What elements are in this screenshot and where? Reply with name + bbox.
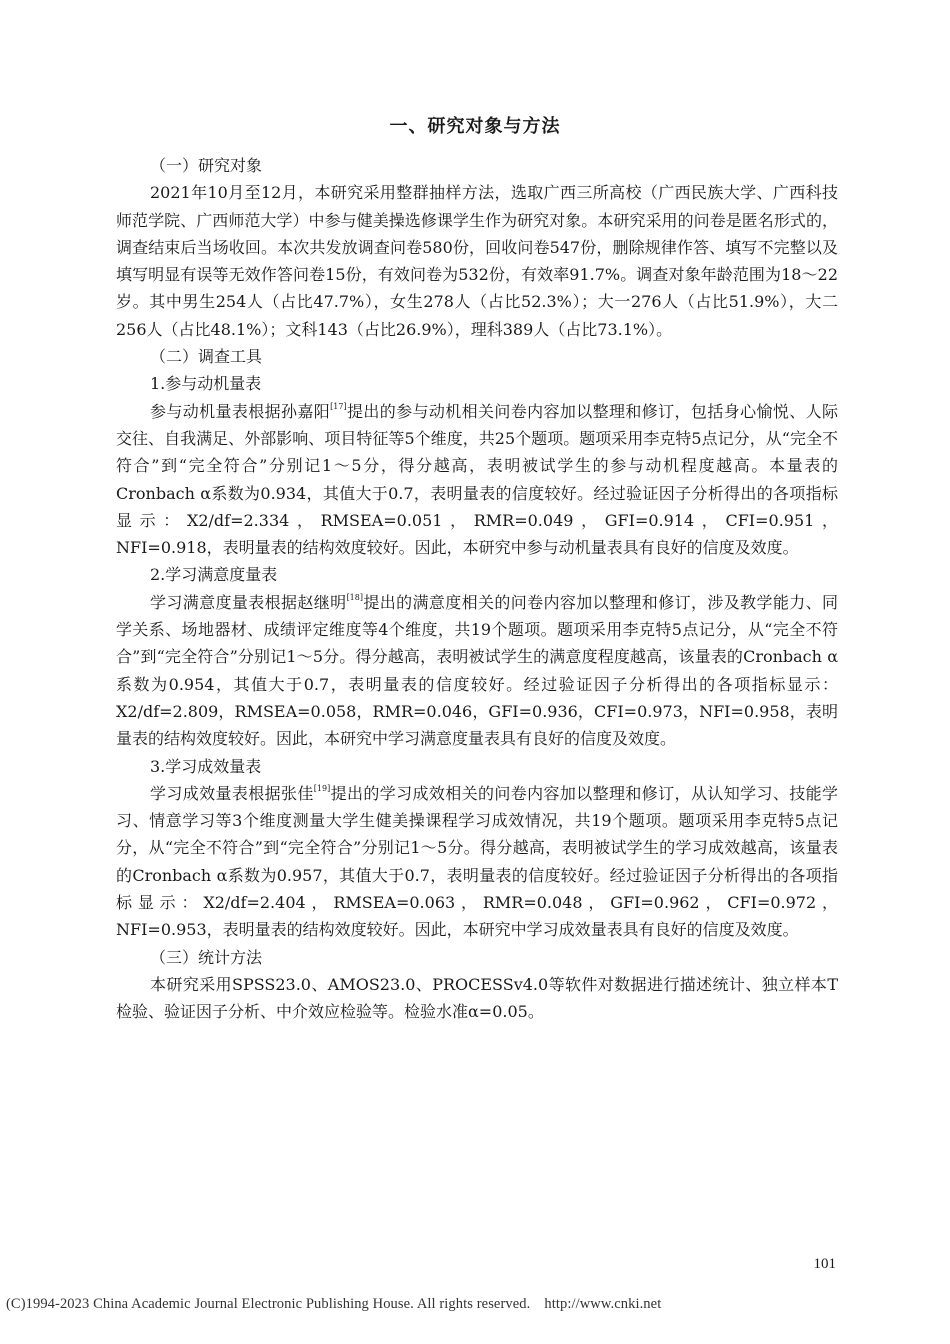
page-number: 101 xyxy=(813,1256,836,1272)
heading-effectiveness-scale: 3.学习成效量表 xyxy=(150,756,262,776)
paragraph-effectiveness-scale xyxy=(116,780,838,944)
text-segment: 提出的参与动机相关问卷内容加以整理和修订，包括身心愉悦、人际交往、自我满足、外部影响、项目特征等5个维度，共25个题项。题项采用李克特5点记分，从“完全不符合”到“完全符合”分别记1～5分，得分越高，表明被试学生的参与动机程度越高。本量表的Cronbach α系数为0.934，其值大于0.7，表明量表的信度较好。经过验证因子分析得出的各项指标显示：X2/df=2.334，RMSEA=0.051，RMR=0.049，GFI=0.914，CFI=0.951，NFI=0.918，表明量表的结构效度较好。因此，本研究中参与动机量表具有良好的信度及效度。 xyxy=(116,401,838,558)
paragraph-satisfaction-scale xyxy=(116,589,838,753)
body-text xyxy=(116,152,838,1026)
text-segment: 学习成效量表根据张佳 xyxy=(150,783,314,803)
text-segment: 参与动机量表根据孙嘉阳 xyxy=(150,401,331,421)
heading-motivation-scale: 1.参与动机量表 xyxy=(150,374,262,394)
text-segment: 学习满意度量表根据赵继明 xyxy=(150,592,347,612)
heading-survey-tools: （二）调查工具 xyxy=(150,347,263,367)
heading-research-subjects: （一）研究对象 xyxy=(150,156,263,175)
paragraph-motivation-scale xyxy=(116,398,838,562)
heading-statistical-methods: （三）统计方法 xyxy=(150,947,263,967)
text-segment: 提出的学习成效相关的问卷内容加以整理和修订，从认知学习、技能学习、情意学习等3个维度测量大学生健美操课程学习成效情况，共19个题项。题项采用李克特5点记分，从“完全不符合”到“完全符合”分别记1～5分。得分越高，表明被试学生的学习成效越高，该量表的Cronbach α系数为0.957，其值大于0.7，表明量表的信度较好。经过验证因子分析得出的各项指标显示：X2/df=2.404，RMSEA=0.063，RMR=0.048，GFI=0.962，CFI=0.972，NFI=0.953，表明量表的结构效度较好。因此，本研究中学习成效量表具有良好的信度及效度。 xyxy=(116,783,838,940)
footer-url-link[interactable]: http://www.cnki.net xyxy=(544,1296,662,1312)
heading-satisfaction-scale: 2.学习满意度量表 xyxy=(150,565,278,585)
text-segment: 提出的满意度相关的问卷内容加以整理和修订，涉及教学能力、同学关系、场地器材、成绩评定维度等4个维度，共19个题项。题项采用李克特5点记分，从“完全不符合”到“完全符合”分别记1～5分。得分越高，表明被试学生的满意度程度越高，该量表的Cronbach α系数为0.954，其值大于0.7，表明量表的信度较好。经过验证因子分析得出的各项指标显示：X2/df=2.809，RMSEA=0.058，RMR=0.046，GFI=0.936，CFI=0.973，NFI=0.958，表明量表的结构效度较好。因此，本研究中学习满意度量表具有良好的信度及效度。 xyxy=(116,592,838,749)
citation-ref-19[interactable]: [19] xyxy=(313,783,331,793)
copyright-footer xyxy=(6,1296,661,1313)
paragraph-statistical-methods: 本研究采用SPSS23.0、AMOS23.0、PROCESSv4.0等软件对数据进行描述统计、独立样本T检验、验证因子分析、中介效应检验等。检验水准α=0.05。 xyxy=(116,974,838,1022)
copyright-text: (C)1994-2023 China Academic Journal Electronic Publishing House. All rights reserved. xyxy=(6,1296,531,1312)
citation-ref-18[interactable]: [18] xyxy=(346,592,363,602)
section-title: 一、研究对象与方法 xyxy=(389,116,561,137)
paragraph-research-subjects: 2021年10月至12月，本研究采用整群抽样方法，选取广西三所高校（广西民族大学、广西科技师范学院、广西师范大学）中参与健美操选修课学生作为研究对象。本研究采用的问卷是匿名形式的，调查结束后当场收回。本次共发放调查问卷580份，回收问卷547份，删除规律作答、填写不完整以及填写明显有误等无效作答问卷15份，有效问卷为532份，有效率91.7%。调查对象年龄范围为18～22岁。其中男生254人（占比47.7%），女生278人（占比52.3%）；大一276人（占比51.9%），大二256人（占比48.1%）；文科143（占比26.9%），理科389人（占比73.1%）。 xyxy=(116,183,838,339)
citation-ref-17[interactable]: [17] xyxy=(330,401,347,411)
